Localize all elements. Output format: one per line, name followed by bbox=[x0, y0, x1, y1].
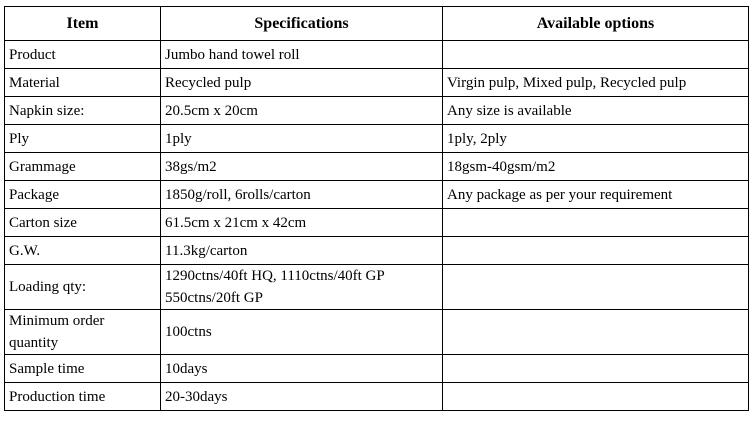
spec-line: 1ply bbox=[165, 130, 192, 147]
spec-line: 550ctns/20ft GP bbox=[165, 290, 263, 306]
spec-line: 11.3kg/carton bbox=[165, 242, 248, 259]
row-specification bbox=[161, 181, 443, 209]
row-item: Material bbox=[5, 69, 161, 97]
row-specification bbox=[161, 69, 443, 97]
row-item: Loading qty: bbox=[5, 265, 161, 310]
table-row bbox=[5, 383, 749, 411]
spec-line: Recycled pulp bbox=[165, 74, 252, 91]
row-available-options bbox=[443, 41, 749, 69]
row-specification bbox=[161, 41, 443, 69]
table-row bbox=[5, 209, 749, 237]
spec-line: 38gs/m2 bbox=[165, 158, 217, 175]
spec-line: 100ctns bbox=[165, 324, 212, 340]
spec-line: Jumbo hand towel roll bbox=[165, 46, 300, 63]
row-specification bbox=[161, 237, 443, 265]
table-row bbox=[5, 265, 749, 310]
row-available-options: Virgin pulp, Mixed pulp, Recycled pulp bbox=[443, 69, 749, 97]
row-available-options bbox=[443, 237, 749, 265]
row-item: Ply bbox=[5, 125, 161, 153]
header-specifications: Specifications bbox=[161, 7, 443, 41]
table-row bbox=[5, 355, 749, 383]
row-item: Minimum order quantity bbox=[5, 310, 161, 355]
row-available-options bbox=[443, 355, 749, 383]
spec-line: 20.5cm x 20cm bbox=[165, 102, 258, 119]
header-row bbox=[5, 7, 749, 41]
table-row bbox=[5, 41, 749, 69]
row-specification bbox=[161, 310, 443, 355]
row-specification bbox=[161, 383, 443, 411]
row-specification bbox=[161, 209, 443, 237]
row-specification bbox=[161, 153, 443, 181]
row-specification bbox=[161, 355, 443, 383]
row-available-options: Any package as per your requirement bbox=[443, 181, 749, 209]
header-available-options: Available options bbox=[443, 7, 749, 41]
row-item: Napkin size: bbox=[5, 97, 161, 125]
header-item: Item bbox=[5, 7, 161, 41]
table-row bbox=[5, 153, 749, 181]
row-available-options bbox=[443, 310, 749, 355]
row-item: Sample time bbox=[5, 355, 161, 383]
row-item: G.W. bbox=[5, 237, 161, 265]
spec-line: 1850g/roll, 6rolls/carton bbox=[165, 186, 311, 203]
row-available-options bbox=[443, 209, 749, 237]
row-available-options: 1ply, 2ply bbox=[443, 125, 749, 153]
row-available-options: Any size is available bbox=[443, 97, 749, 125]
table-row bbox=[5, 181, 749, 209]
spec-line: 10days bbox=[165, 360, 208, 377]
row-available-options bbox=[443, 265, 749, 310]
row-specification bbox=[161, 125, 443, 153]
table-row bbox=[5, 310, 749, 355]
spec-line: 20-30days bbox=[165, 388, 228, 405]
spec-line: 1290ctns/40ft HQ, 1110ctns/40ft GP bbox=[165, 268, 385, 284]
row-specification bbox=[161, 97, 443, 125]
table-row bbox=[5, 237, 749, 265]
row-item: Package bbox=[5, 181, 161, 209]
spec-line: 61.5cm x 21cm x 42cm bbox=[165, 214, 307, 231]
row-item: Production time bbox=[5, 383, 161, 411]
row-item: Grammage bbox=[5, 153, 161, 181]
table-row bbox=[5, 69, 749, 97]
row-specification bbox=[161, 265, 443, 310]
row-item: Carton size bbox=[5, 209, 161, 237]
row-item: Product bbox=[5, 41, 161, 69]
row-available-options: 18gsm-40gsm/m2 bbox=[443, 153, 749, 181]
row-available-options bbox=[443, 383, 749, 411]
spec-table bbox=[4, 6, 749, 411]
table-row bbox=[5, 97, 749, 125]
table-row bbox=[5, 125, 749, 153]
